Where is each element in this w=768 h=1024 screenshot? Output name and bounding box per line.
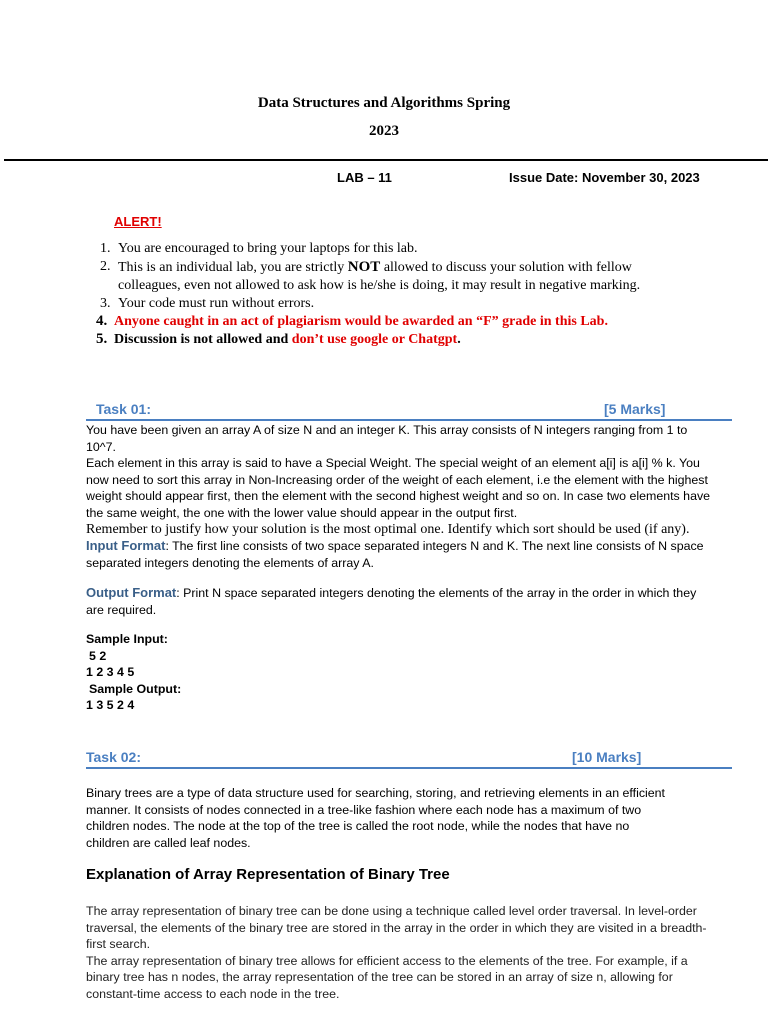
task2-marks: [10 Marks] bbox=[572, 749, 642, 765]
sample-input-label: Sample Input: bbox=[86, 632, 168, 646]
rule-item-plagiarism bbox=[96, 313, 696, 330]
task2-paragraph: The array representation of binary tree can be done using a technique called level order traversal. In level-order traversal, the elements of the binary tree are stored in the array in the order in which they are visited in a breadth-first search. bbox=[86, 904, 707, 951]
rule-text-red: don’t use google or Chatgpt bbox=[291, 332, 458, 347]
rule-item bbox=[100, 258, 696, 295]
input-format-text: : The first line consists of two space separated integers N and K. The next line consists of N space separated integers denoting the elements of array A. bbox=[86, 539, 704, 570]
rule-number: 5. bbox=[96, 331, 108, 347]
rule-number: 2. bbox=[100, 259, 111, 274]
rule-text: You are encouraged to bring your laptops for this lab. bbox=[118, 241, 418, 256]
rule-number: 3. bbox=[100, 296, 111, 311]
rules-list bbox=[96, 240, 696, 349]
rule-number: 1. bbox=[100, 241, 111, 256]
rule-text-end: . bbox=[457, 332, 461, 347]
alert-label: ALERT! bbox=[114, 214, 162, 229]
header-divider bbox=[4, 159, 768, 161]
rule-item-discussion bbox=[96, 330, 696, 349]
input-format-label: Input Format bbox=[86, 538, 166, 553]
task2-body bbox=[86, 903, 716, 1002]
sample-input-line: 5 2 bbox=[89, 648, 107, 663]
output-format-label: Output Format bbox=[86, 585, 177, 600]
output-format-text: : Print N space separated integers denoting the elements of the array in the order in which they are required. bbox=[86, 586, 697, 617]
rule-number: 4. bbox=[96, 313, 108, 329]
rule-emphasis: NOT bbox=[347, 259, 381, 275]
rule-text: This is an individual lab, you are strictly bbox=[118, 260, 348, 275]
task2-heading: Explanation of Array Representation of Binary Tree bbox=[86, 866, 450, 883]
task1-body bbox=[86, 422, 716, 714]
rule-text: Anyone caught in an act of plagiarism would be awarded an “F” grade in this Lab. bbox=[114, 314, 608, 329]
sample-input-line: 1 2 3 4 5 bbox=[86, 665, 135, 679]
course-title: Data Structures and Algorithms Spring bbox=[257, 95, 511, 111]
rule-item bbox=[100, 240, 696, 258]
task2-paragraph: The array representation of binary tree allows for efficient access to the elements of the tree. For example, if a binary tree has n nodes, the array representation of the tree can be stored in an array of size n, allowing for constant-time access to each node in the tree. bbox=[86, 953, 688, 1001]
task2-intro: Binary trees are a type of data structure used for searching, storing, and retrieving elements in an efficient manner. It consists of nodes connected in a tree-like fashion where each node has a maximum of two children nodes. The node at the top of the tree is called the root node, while the nodes that have no children are called leaf nodes. bbox=[86, 786, 666, 850]
rule-item bbox=[100, 295, 696, 313]
task1-marks: [5 Marks] bbox=[604, 401, 666, 417]
course-year: 2023 bbox=[369, 123, 399, 139]
task1-paragraph: Each element in this array is said to have a Special Weight. The special weight of an element a[i] is a[i] % k. You now need to sort this array in Non-Increasing order of the weight of each element, i.e the element with the highest weight should appear first, then the element with the second highest weight and so on. In case two elements have the same weight, the one with the lower value should appear in the output first. bbox=[86, 456, 711, 520]
task2-title: Task 02: bbox=[86, 749, 141, 765]
rule-text: Your code must run without errors. bbox=[118, 296, 315, 311]
rule-text: Discussion is not allowed and bbox=[114, 332, 292, 347]
lab-number: LAB – 11 bbox=[337, 170, 392, 185]
task2-rule bbox=[86, 767, 732, 769]
task1-rule bbox=[86, 419, 732, 421]
rule-text-cont: allowed to discuss your solution with fellow colleagues, even not allowed to ask how is he/she is doing, it may result in negative marking. bbox=[118, 260, 641, 293]
sample-output-label: Sample Output: bbox=[89, 681, 182, 696]
issue-date: Issue Date: November 30, 2023 bbox=[509, 170, 700, 185]
task1-title: Task 01: bbox=[96, 401, 151, 417]
task1-paragraph: You have been given an array A of size N and an integer K. This array consists of N integers ranging from 1 to 10^7. bbox=[86, 423, 688, 454]
task1-justify-note: Remember to justify how your solution is the most optimal one. Identify which sort should be used (if any). bbox=[86, 522, 690, 537]
sample-output-line: 1 3 5 2 4 bbox=[86, 698, 135, 712]
